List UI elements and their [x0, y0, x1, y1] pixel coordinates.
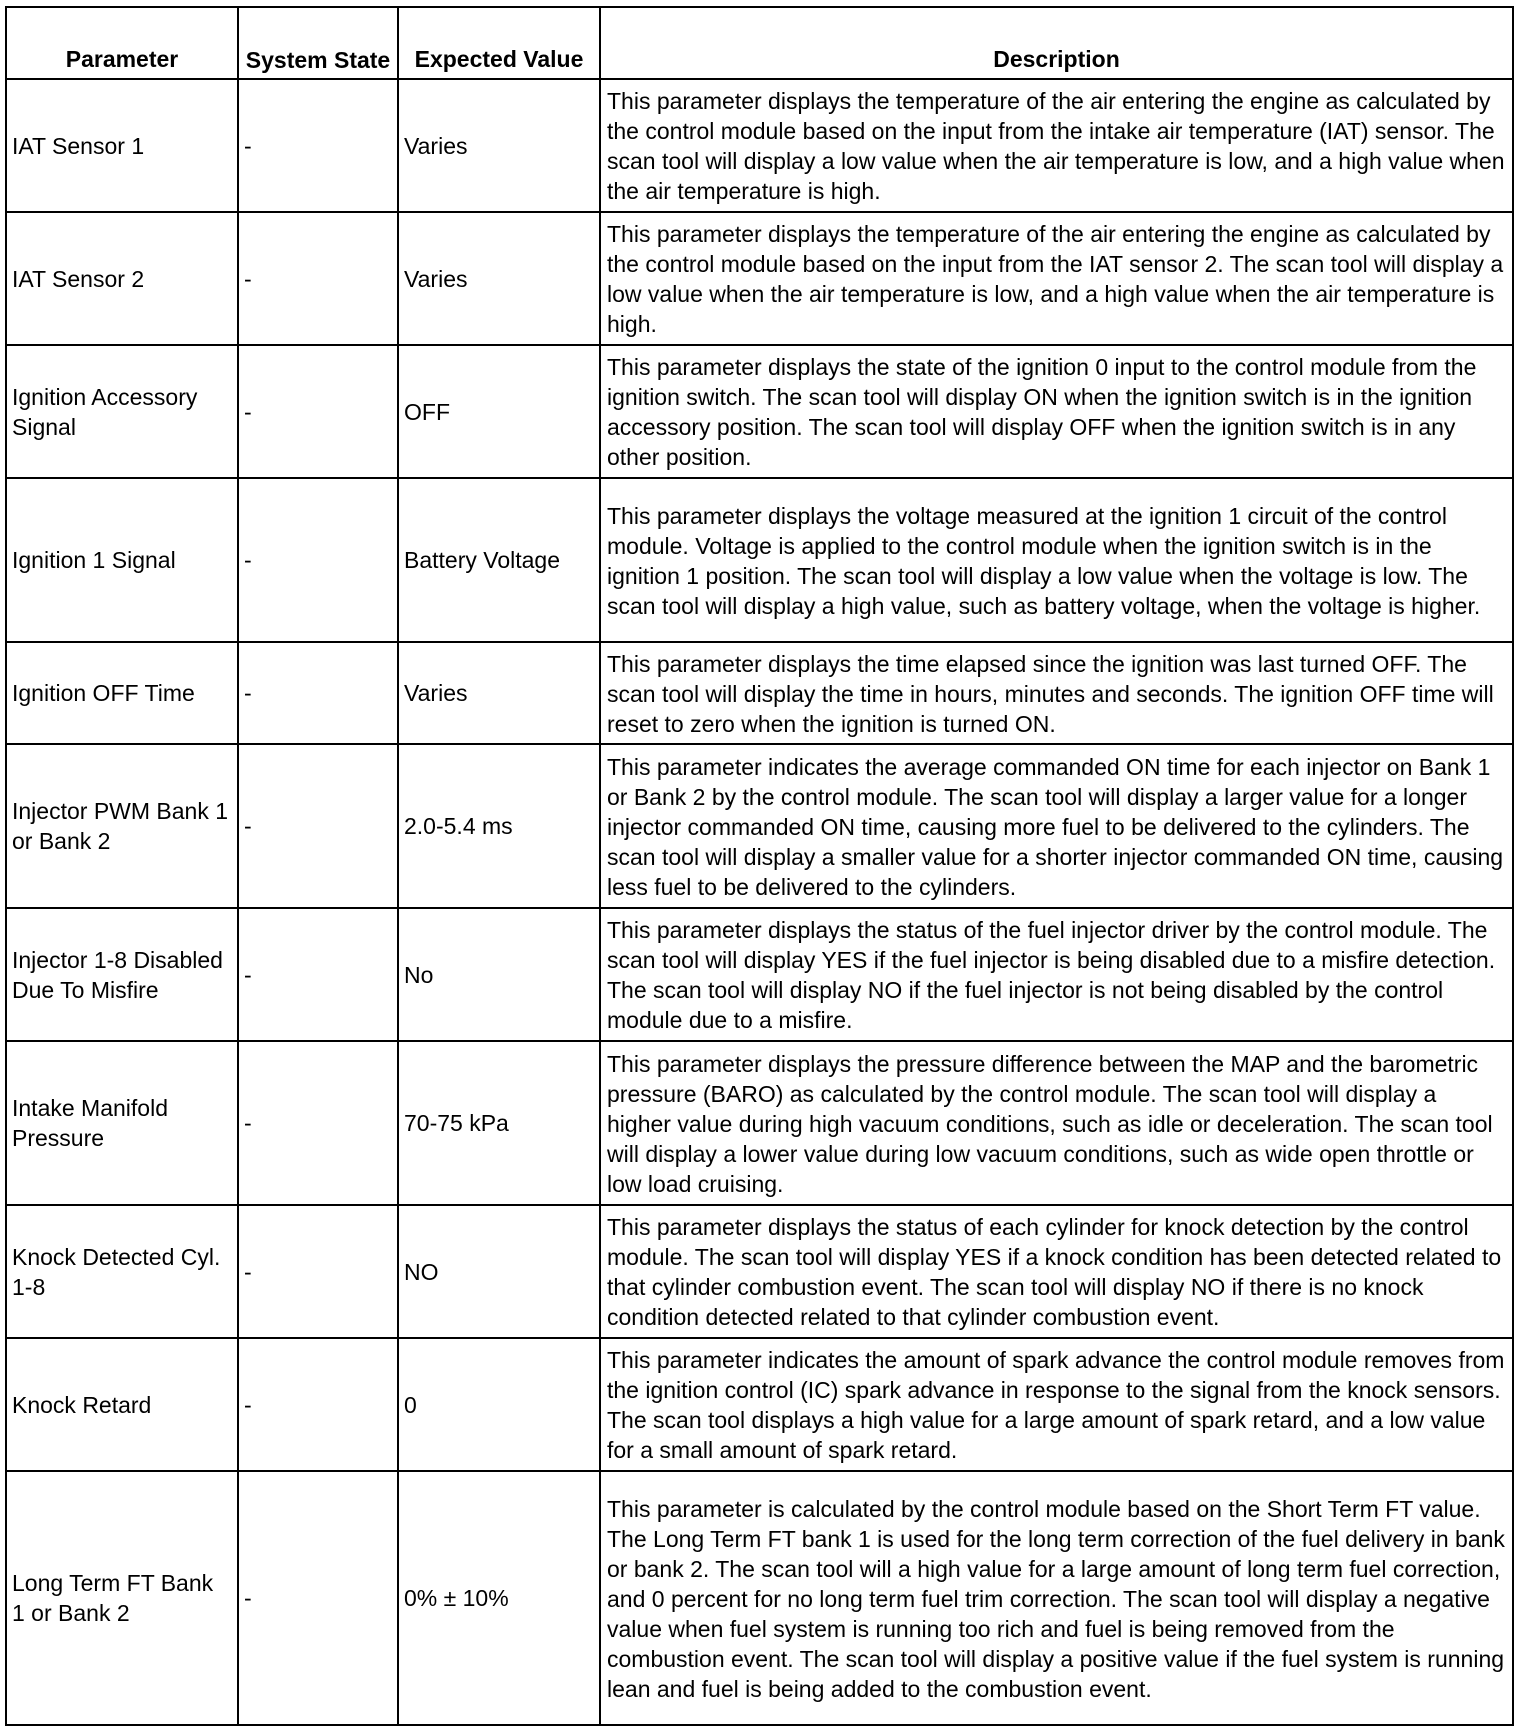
- parameter-table-sheet: [5, 6, 1512, 1726]
- cell-description: This parameter displays the time elapsed since the ignition was last turned OFF. The scan tool will display the time in hours, minutes and seconds. The ignition OFF time will reset to zero when the ignition is turned ON.: [600, 642, 1513, 744]
- cell-parameter: Knock Detected Cyl. 1-8: [6, 1205, 238, 1338]
- cell-description: This parameter displays the state of the ignition 0 input to the control module from the ignition switch. The scan tool will display ON when the ignition switch is in the ignition accessory position. The scan tool will display OFF when the ignition switch is in any other position.: [600, 345, 1513, 478]
- table-row: [6, 908, 1513, 1041]
- cell-expected-value: Varies: [398, 642, 600, 744]
- cell-system-state: -: [238, 478, 398, 642]
- cell-system-state: -: [238, 1338, 398, 1471]
- table-header-row: [6, 7, 1513, 79]
- header-description: Description: [600, 7, 1513, 79]
- cell-parameter: IAT Sensor 1: [6, 79, 238, 212]
- cell-parameter: Ignition 1 Signal: [6, 478, 238, 642]
- cell-parameter: Ignition OFF Time: [6, 642, 238, 744]
- cell-expected-value: Varies: [398, 212, 600, 345]
- cell-system-state: -: [238, 744, 398, 908]
- cell-parameter: Injector PWM Bank 1 or Bank 2: [6, 744, 238, 908]
- table-row: [6, 212, 1513, 345]
- cell-expected-value: Battery Voltage: [398, 478, 600, 642]
- cell-parameter: Long Term FT Bank 1 or Bank 2: [6, 1471, 238, 1725]
- table-row: [6, 744, 1513, 908]
- cell-expected-value: NO: [398, 1205, 600, 1338]
- cell-system-state: -: [238, 908, 398, 1041]
- cell-description: This parameter displays the pressure difference between the MAP and the barometric pressure (BARO) as calculated by the control module. The scan tool will display a higher value during high vacuum conditions, such as idle or deceleration. The scan tool will display a lower value during low vacuum conditions, such as wide open throttle or low load cruising.: [600, 1041, 1513, 1205]
- table-row: [6, 478, 1513, 642]
- cell-description: This parameter displays the temperature of the air entering the engine as calculated by the control module based on the input from the IAT sensor 2. The scan tool will display a low value when the air temperature is low, and a high value when the air temperature is high.: [600, 212, 1513, 345]
- cell-expected-value: 2.0-5.4 ms: [398, 744, 600, 908]
- cell-description: This parameter indicates the average commanded ON time for each injector on Bank 1 or Bank 2 by the control module. The scan tool will display a larger value for a longer injector commanded ON time, causing more fuel to be delivered to the cylinders. The scan tool will display a smaller value for a shorter injector commanded ON time, causing less fuel to be delivered to the cylinders.: [600, 744, 1513, 908]
- cell-system-state: -: [238, 345, 398, 478]
- cell-expected-value: OFF: [398, 345, 600, 478]
- table-row: [6, 1471, 1513, 1725]
- cell-parameter: Knock Retard: [6, 1338, 238, 1471]
- cell-expected-value: 0: [398, 1338, 600, 1471]
- cell-description: This parameter displays the temperature of the air entering the engine as calculated by the control module based on the input from the intake air temperature (IAT) sensor. The scan tool will display a low value when the air temperature is low, and a high value when the air temperature is high.: [600, 79, 1513, 212]
- header-parameter: Parameter: [6, 7, 238, 79]
- cell-description: This parameter is calculated by the control module based on the Short Term FT value. The Long Term FT bank 1 is used for the long term correction of the fuel delivery in bank or bank 2. The scan tool will a high value for a large amount of long term fuel correction, and 0 percent for no long term fuel trim correction. The scan tool will display a negative value when fuel system is running too rich and fuel is being removed from the combustion event. The scan tool will display a positive value if the fuel system is running lean and fuel is being added to the combustion event.: [600, 1471, 1513, 1725]
- table-row: [6, 345, 1513, 478]
- table-row: [6, 79, 1513, 212]
- cell-description: This parameter indicates the amount of spark advance the control module removes from the ignition control (IC) spark advance in response to the signal from the knock sensors. The scan tool displays a high value for a large amount of spark retard, and a low value for a small amount of spark retard.: [600, 1338, 1513, 1471]
- cell-description: This parameter displays the voltage measured at the ignition 1 circuit of the control module. Voltage is applied to the control module when the ignition switch is in the ignition 1 position. The scan tool will display a low value when the voltage is low. The scan tool will display a high value, such as battery voltage, when the voltage is higher.: [600, 478, 1513, 642]
- cell-system-state: -: [238, 79, 398, 212]
- cell-expected-value: 70-75 kPa: [398, 1041, 600, 1205]
- table-row: [6, 642, 1513, 744]
- table-row: [6, 1041, 1513, 1205]
- cell-expected-value: 0% ± 10%: [398, 1471, 600, 1725]
- cell-system-state: -: [238, 212, 398, 345]
- cell-parameter: Intake Manifold Pressure: [6, 1041, 238, 1205]
- cell-description: This parameter displays the status of each cylinder for knock detection by the control module. The scan tool will display YES if a knock condition has been detected related to that cylinder combustion event. The scan tool will display NO if there is no knock condition detected related to that cylinder combustion event.: [600, 1205, 1513, 1338]
- cell-parameter: IAT Sensor 2: [6, 212, 238, 345]
- table-row: [6, 1338, 1513, 1471]
- header-expected-value: Expected Value: [398, 7, 600, 79]
- cell-system-state: -: [238, 642, 398, 744]
- cell-system-state: -: [238, 1471, 398, 1725]
- cell-expected-value: Varies: [398, 79, 600, 212]
- cell-parameter: Ignition Accessory Signal: [6, 345, 238, 478]
- cell-system-state: -: [238, 1041, 398, 1205]
- cell-description: This parameter displays the status of the fuel injector driver by the control module. The scan tool will display YES if the fuel injector is being disabled due to a misfire detection. The scan tool will display NO if the fuel injector is not being disabled by the control module due to a misfire.: [600, 908, 1513, 1041]
- cell-expected-value: No: [398, 908, 600, 1041]
- parameter-table: [5, 6, 1514, 1726]
- table-row: [6, 1205, 1513, 1338]
- header-system-state: System State: [238, 7, 398, 79]
- cell-parameter: Injector 1-8 Disabled Due To Misfire: [6, 908, 238, 1041]
- cell-system-state: -: [238, 1205, 398, 1338]
